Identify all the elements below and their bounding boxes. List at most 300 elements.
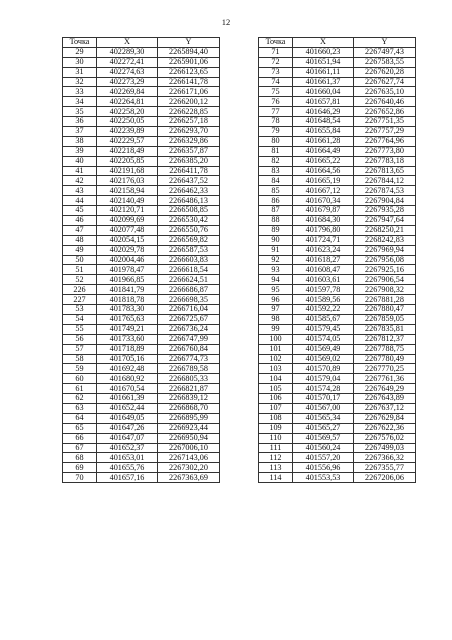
table-row	[63, 156, 220, 166]
table-row	[63, 225, 220, 235]
coordinates-table-right-body	[259, 38, 416, 483]
table-row	[63, 334, 220, 344]
y-coordinate-cell: 2267935,28	[354, 206, 416, 216]
point-number-cell: 36	[63, 117, 97, 127]
x-coordinate-cell: 401718,89	[97, 344, 158, 354]
point-number-cell: 98	[259, 314, 293, 324]
point-number-cell: 62	[63, 394, 97, 404]
table-row	[259, 67, 416, 77]
y-coordinate-cell: 2267576,02	[354, 433, 416, 443]
x-coordinate-cell: 401966,85	[97, 275, 158, 285]
point-number-cell: 71	[259, 47, 293, 57]
table-row	[259, 295, 416, 305]
header-y: Y	[354, 38, 416, 48]
table-row	[63, 57, 220, 67]
y-coordinate-cell: 2266950,94	[158, 433, 220, 443]
x-coordinate-cell: 402218,49	[97, 146, 158, 156]
y-coordinate-cell: 2267652,86	[354, 107, 416, 117]
table-row	[63, 285, 220, 295]
point-number-cell: 81	[259, 146, 293, 156]
x-coordinate-cell: 402120,71	[97, 206, 158, 216]
y-coordinate-cell: 2267956,08	[354, 255, 416, 265]
point-number-cell: 60	[63, 374, 97, 384]
y-coordinate-cell: 2267627,74	[354, 77, 416, 87]
point-number-cell: 73	[259, 67, 293, 77]
table-row	[63, 384, 220, 394]
point-number-cell: 43	[63, 186, 97, 196]
point-number-cell: 63	[63, 403, 97, 413]
point-number-cell: 107	[259, 403, 293, 413]
point-number-cell: 108	[259, 413, 293, 423]
x-coordinate-cell: 401733,60	[97, 334, 158, 344]
y-coordinate-cell: 2267764,96	[354, 136, 416, 146]
y-coordinate-cell: 2266171,06	[158, 87, 220, 97]
y-coordinate-cell: 2266228,85	[158, 107, 220, 117]
point-number-cell: 114	[259, 473, 293, 483]
y-coordinate-cell: 2266868,70	[158, 403, 220, 413]
table-row	[63, 255, 220, 265]
y-coordinate-cell: 2267904,84	[354, 196, 416, 206]
y-coordinate-cell: 2268242,83	[354, 235, 416, 245]
table-row	[259, 225, 416, 235]
point-number-cell: 69	[63, 463, 97, 473]
table-row	[259, 364, 416, 374]
x-coordinate-cell: 401670,34	[293, 196, 354, 206]
table-row	[259, 374, 416, 384]
y-coordinate-cell: 2267751,35	[354, 117, 416, 127]
point-number-cell: 29	[63, 47, 97, 57]
y-coordinate-cell: 2267366,32	[354, 453, 416, 463]
table-row	[63, 107, 220, 117]
table-row	[63, 443, 220, 453]
y-coordinate-cell: 2266550,76	[158, 225, 220, 235]
x-coordinate-cell: 401765,63	[97, 314, 158, 324]
point-number-cell: 56	[63, 334, 97, 344]
x-coordinate-cell: 401680,92	[97, 374, 158, 384]
table-row	[63, 275, 220, 285]
table-row	[259, 334, 416, 344]
x-coordinate-cell: 401684,30	[293, 216, 354, 226]
x-coordinate-cell: 402250,05	[97, 117, 158, 127]
table-row	[63, 433, 220, 443]
table-row	[259, 235, 416, 245]
x-coordinate-cell: 401560,24	[293, 443, 354, 453]
y-coordinate-cell: 2266603,83	[158, 255, 220, 265]
table-row	[63, 186, 220, 196]
point-number-cell: 67	[63, 443, 97, 453]
table-row	[63, 47, 220, 57]
point-number-cell: 227	[63, 295, 97, 305]
table-row	[63, 413, 220, 423]
point-number-cell: 96	[259, 295, 293, 305]
x-coordinate-cell: 401670,54	[97, 384, 158, 394]
point-number-cell: 88	[259, 216, 293, 226]
table-row	[259, 384, 416, 394]
point-number-cell: 74	[259, 77, 293, 87]
x-coordinate-cell: 401749,21	[97, 324, 158, 334]
y-coordinate-cell: 2266736,24	[158, 324, 220, 334]
point-number-cell: 79	[259, 127, 293, 137]
header-row	[63, 38, 220, 48]
point-number-cell: 33	[63, 87, 97, 97]
y-coordinate-cell: 2266686,87	[158, 285, 220, 295]
y-coordinate-cell: 2267835,81	[354, 324, 416, 334]
y-coordinate-cell: 2266508,85	[158, 206, 220, 216]
point-number-cell: 64	[63, 413, 97, 423]
table-row	[63, 374, 220, 384]
table-row	[63, 97, 220, 107]
table-row	[259, 77, 416, 87]
point-number-cell: 50	[63, 255, 97, 265]
point-number-cell: 97	[259, 305, 293, 315]
table-row	[259, 245, 416, 255]
table-row	[63, 463, 220, 473]
table-row	[259, 403, 416, 413]
y-coordinate-cell: 2266821,87	[158, 384, 220, 394]
y-coordinate-cell: 2266725,67	[158, 314, 220, 324]
x-coordinate-cell: 401651,94	[293, 57, 354, 67]
table-row	[63, 196, 220, 206]
x-coordinate-cell: 402258,20	[97, 107, 158, 117]
y-coordinate-cell: 2267908,32	[354, 285, 416, 295]
point-number-cell: 105	[259, 384, 293, 394]
point-number-cell: 30	[63, 57, 97, 67]
table-row	[63, 245, 220, 255]
table-row	[259, 186, 416, 196]
x-coordinate-cell: 401724,71	[293, 235, 354, 245]
x-coordinate-cell: 401557,20	[293, 453, 354, 463]
table-row	[259, 354, 416, 364]
point-number-cell: 51	[63, 265, 97, 275]
x-coordinate-cell: 402264,81	[97, 97, 158, 107]
point-number-cell: 101	[259, 344, 293, 354]
point-number-cell: 34	[63, 97, 97, 107]
y-coordinate-cell: 2267363,69	[158, 473, 220, 483]
table-row	[259, 423, 416, 433]
x-coordinate-cell: 401657,16	[97, 473, 158, 483]
y-coordinate-cell: 2267649,29	[354, 384, 416, 394]
table-row	[259, 265, 416, 275]
page-number: 12	[221, 17, 231, 27]
x-coordinate-cell: 401585,67	[293, 314, 354, 324]
x-coordinate-cell: 401655,84	[293, 127, 354, 137]
table-row	[259, 156, 416, 166]
x-coordinate-cell: 401818,78	[97, 295, 158, 305]
point-number-cell: 77	[259, 107, 293, 117]
x-coordinate-cell: 401667,12	[293, 186, 354, 196]
y-coordinate-cell: 2268250,21	[354, 225, 416, 235]
table-row	[63, 87, 220, 97]
x-coordinate-cell: 401569,57	[293, 433, 354, 443]
y-coordinate-cell: 2267355,77	[354, 463, 416, 473]
x-coordinate-cell: 402054,15	[97, 235, 158, 245]
y-coordinate-cell: 2266774,73	[158, 354, 220, 364]
point-number-cell: 35	[63, 107, 97, 117]
point-number-cell: 100	[259, 334, 293, 344]
y-coordinate-cell: 2267640,46	[354, 97, 416, 107]
point-number-cell: 99	[259, 324, 293, 334]
point-number-cell: 76	[259, 97, 293, 107]
y-coordinate-cell: 2267969,94	[354, 245, 416, 255]
table-row	[63, 344, 220, 354]
y-coordinate-cell: 2266587,53	[158, 245, 220, 255]
table-row	[63, 295, 220, 305]
point-number-cell: 91	[259, 245, 293, 255]
table-row	[63, 473, 220, 483]
point-number-cell: 80	[259, 136, 293, 146]
table-row	[63, 354, 220, 364]
x-coordinate-cell: 401661,11	[293, 67, 354, 77]
point-number-cell: 78	[259, 117, 293, 127]
table-row	[259, 463, 416, 473]
y-coordinate-cell: 2265901,06	[158, 57, 220, 67]
table-row	[63, 364, 220, 374]
table-row	[259, 413, 416, 423]
point-number-cell: 89	[259, 225, 293, 235]
y-coordinate-cell: 2267783,18	[354, 156, 416, 166]
x-coordinate-cell: 402274,63	[97, 67, 158, 77]
x-coordinate-cell: 401569,02	[293, 354, 354, 364]
point-number-cell: 103	[259, 364, 293, 374]
y-coordinate-cell: 2267859,05	[354, 314, 416, 324]
point-number-cell: 86	[259, 196, 293, 206]
y-coordinate-cell: 2267813,65	[354, 166, 416, 176]
table-row	[63, 206, 220, 216]
y-coordinate-cell: 2266486,13	[158, 196, 220, 206]
x-coordinate-cell: 401574,28	[293, 384, 354, 394]
y-coordinate-cell: 2267925,16	[354, 265, 416, 275]
point-number-cell: 110	[259, 433, 293, 443]
x-coordinate-cell: 401665,19	[293, 176, 354, 186]
x-coordinate-cell: 402158,94	[97, 186, 158, 196]
table-row	[63, 166, 220, 176]
point-number-cell: 52	[63, 275, 97, 285]
table-row	[63, 305, 220, 315]
x-coordinate-cell: 402004,46	[97, 255, 158, 265]
y-coordinate-cell: 2267143,06	[158, 453, 220, 463]
header-y: Y	[158, 38, 220, 48]
y-coordinate-cell: 2267302,20	[158, 463, 220, 473]
x-coordinate-cell: 401618,27	[293, 255, 354, 265]
y-coordinate-cell: 2265894,40	[158, 47, 220, 57]
point-number-cell: 38	[63, 136, 97, 146]
x-coordinate-cell: 401579,45	[293, 324, 354, 334]
x-coordinate-cell: 401705,16	[97, 354, 158, 364]
y-coordinate-cell: 2267844,12	[354, 176, 416, 186]
table-row	[63, 136, 220, 146]
x-coordinate-cell: 401569,49	[293, 344, 354, 354]
table-row	[259, 97, 416, 107]
table-row	[259, 136, 416, 146]
point-number-cell: 58	[63, 354, 97, 364]
y-coordinate-cell: 2266293,70	[158, 127, 220, 137]
x-coordinate-cell: 401664,49	[293, 146, 354, 156]
x-coordinate-cell: 402273,29	[97, 77, 158, 87]
point-number-cell: 112	[259, 453, 293, 463]
table-row	[259, 146, 416, 156]
point-number-cell: 31	[63, 67, 97, 77]
point-number-cell: 70	[63, 473, 97, 483]
table-row	[63, 127, 220, 137]
x-coordinate-cell: 401603,61	[293, 275, 354, 285]
point-number-cell: 53	[63, 305, 97, 315]
y-coordinate-cell: 2266923,44	[158, 423, 220, 433]
table-row	[259, 305, 416, 315]
point-number-cell: 32	[63, 77, 97, 87]
x-coordinate-cell: 401597,78	[293, 285, 354, 295]
y-coordinate-cell: 2267874,53	[354, 186, 416, 196]
point-number-cell: 82	[259, 156, 293, 166]
y-coordinate-cell: 2266789,58	[158, 364, 220, 374]
y-coordinate-cell: 2266624,51	[158, 275, 220, 285]
table-row	[259, 176, 416, 186]
x-coordinate-cell: 402205,85	[97, 156, 158, 166]
point-number-cell: 48	[63, 235, 97, 245]
table-row	[63, 77, 220, 87]
x-coordinate-cell: 401649,05	[97, 413, 158, 423]
table-row	[63, 146, 220, 156]
x-coordinate-cell: 402269,84	[97, 87, 158, 97]
table-row	[259, 344, 416, 354]
y-coordinate-cell: 2266257,18	[158, 117, 220, 127]
header-x: X	[97, 38, 158, 48]
point-number-cell: 54	[63, 314, 97, 324]
point-number-cell: 109	[259, 423, 293, 433]
y-coordinate-cell: 2267770,25	[354, 364, 416, 374]
header-point: Точка	[63, 38, 97, 48]
x-coordinate-cell: 401796,80	[293, 225, 354, 235]
table-row	[63, 265, 220, 275]
table-row	[259, 107, 416, 117]
y-coordinate-cell: 2267622,36	[354, 423, 416, 433]
x-coordinate-cell: 401556,96	[293, 463, 354, 473]
point-number-cell: 113	[259, 463, 293, 473]
point-number-cell: 57	[63, 344, 97, 354]
x-coordinate-cell: 401978,47	[97, 265, 158, 275]
point-number-cell: 92	[259, 255, 293, 265]
y-coordinate-cell: 2267583,55	[354, 57, 416, 67]
table-row	[63, 423, 220, 433]
y-coordinate-cell: 2267499,03	[354, 443, 416, 453]
point-number-cell: 93	[259, 265, 293, 275]
x-coordinate-cell: 401655,76	[97, 463, 158, 473]
x-coordinate-cell: 401692,48	[97, 364, 158, 374]
table-row	[259, 443, 416, 453]
point-number-cell: 84	[259, 176, 293, 186]
header-x: X	[293, 38, 354, 48]
table-row	[259, 206, 416, 216]
x-coordinate-cell: 401608,47	[293, 265, 354, 275]
point-number-cell: 85	[259, 186, 293, 196]
x-coordinate-cell: 401567,00	[293, 403, 354, 413]
y-coordinate-cell: 2266437,52	[158, 176, 220, 186]
x-coordinate-cell: 401652,37	[97, 443, 158, 453]
y-coordinate-cell: 2267788,75	[354, 344, 416, 354]
x-coordinate-cell: 401574,05	[293, 334, 354, 344]
y-coordinate-cell: 2267635,10	[354, 87, 416, 97]
y-coordinate-cell: 2266200,12	[158, 97, 220, 107]
table-row	[63, 453, 220, 463]
x-coordinate-cell: 401661,28	[293, 136, 354, 146]
y-coordinate-cell: 2266329,86	[158, 136, 220, 146]
x-coordinate-cell: 402140,49	[97, 196, 158, 206]
point-number-cell: 111	[259, 443, 293, 453]
y-coordinate-cell: 2267812,37	[354, 334, 416, 344]
table-row	[63, 235, 220, 245]
point-number-cell: 65	[63, 423, 97, 433]
y-coordinate-cell: 2267881,28	[354, 295, 416, 305]
x-coordinate-cell: 401679,87	[293, 206, 354, 216]
y-coordinate-cell: 2266805,33	[158, 374, 220, 384]
point-number-cell: 61	[63, 384, 97, 394]
y-coordinate-cell: 2267880,47	[354, 305, 416, 315]
table-row	[259, 255, 416, 265]
x-coordinate-cell: 401570,17	[293, 394, 354, 404]
point-number-cell: 46	[63, 216, 97, 226]
y-coordinate-cell: 2267780,49	[354, 354, 416, 364]
point-number-cell: 49	[63, 245, 97, 255]
table-row	[259, 324, 416, 334]
x-coordinate-cell: 401660,04	[293, 87, 354, 97]
table-row	[259, 47, 416, 57]
table-row	[259, 394, 416, 404]
point-number-cell: 75	[259, 87, 293, 97]
y-coordinate-cell: 2266569,82	[158, 235, 220, 245]
y-coordinate-cell: 2266530,42	[158, 216, 220, 226]
x-coordinate-cell: 401648,54	[293, 117, 354, 127]
point-number-cell: 45	[63, 206, 97, 216]
point-number-cell: 41	[63, 166, 97, 176]
y-coordinate-cell: 2267206,06	[354, 473, 416, 483]
point-number-cell: 104	[259, 374, 293, 384]
table-row	[259, 127, 416, 137]
x-coordinate-cell: 402229,57	[97, 136, 158, 146]
x-coordinate-cell: 401660,23	[293, 47, 354, 57]
y-coordinate-cell: 2266716,04	[158, 305, 220, 315]
x-coordinate-cell: 401661,39	[97, 394, 158, 404]
table-row	[259, 87, 416, 97]
point-number-cell: 37	[63, 127, 97, 137]
y-coordinate-cell: 2267620,28	[354, 67, 416, 77]
header-point: Точка	[259, 38, 293, 48]
x-coordinate-cell: 401653,01	[97, 453, 158, 463]
coordinates-table-left-body	[63, 38, 220, 483]
table-row	[63, 394, 220, 404]
point-number-cell: 72	[259, 57, 293, 67]
table-row	[63, 176, 220, 186]
x-coordinate-cell: 401570,89	[293, 364, 354, 374]
y-coordinate-cell: 2266760,84	[158, 344, 220, 354]
point-number-cell: 44	[63, 196, 97, 206]
point-number-cell: 42	[63, 176, 97, 186]
x-coordinate-cell: 402077,48	[97, 225, 158, 235]
point-number-cell: 90	[259, 235, 293, 245]
point-number-cell: 55	[63, 324, 97, 334]
coordinates-table-left	[62, 37, 220, 483]
table-row	[63, 117, 220, 127]
x-coordinate-cell: 401592,22	[293, 305, 354, 315]
y-coordinate-cell: 2266357,87	[158, 146, 220, 156]
x-coordinate-cell: 401647,07	[97, 433, 158, 443]
table-row	[63, 324, 220, 334]
table-row	[259, 57, 416, 67]
point-number-cell: 47	[63, 225, 97, 235]
table-row	[259, 473, 416, 483]
table-row	[63, 67, 220, 77]
point-number-cell: 106	[259, 394, 293, 404]
x-coordinate-cell: 402289,30	[97, 47, 158, 57]
x-coordinate-cell: 401565,34	[293, 413, 354, 423]
